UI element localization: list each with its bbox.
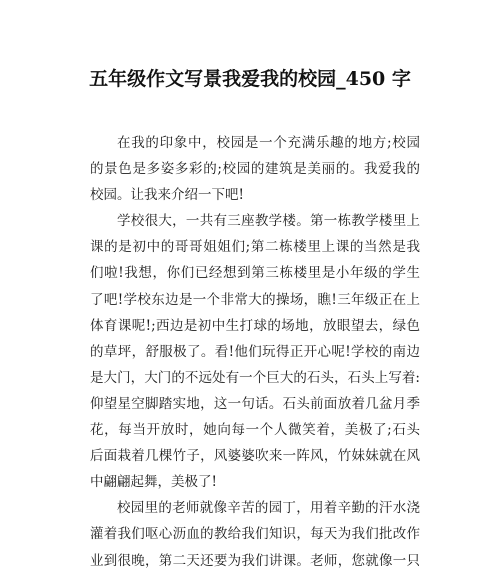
paragraph-line: 中翩翩起舞，美极了! bbox=[90, 474, 217, 491]
paragraph-line: 校园里的老师就像辛苦的园丁，用着辛勤的汗水浇 bbox=[117, 500, 420, 517]
paragraph-line: 仰望星空脚踏实地，这一句话。石头前面放着几盆月季 bbox=[90, 395, 420, 412]
paragraph-line: 的草坪，舒服极了。看!他们玩得正开心呢!学校的南边 bbox=[90, 343, 420, 360]
document-body bbox=[90, 130, 420, 574]
paragraph-line: 在我的印象中，校园是一个充满乐趣的地方;校园 bbox=[117, 135, 420, 151]
paragraph-line: 了吧!学校东边是一个非常大的操场，瞧!三年级正在上 bbox=[90, 291, 420, 308]
paragraph-line: 课的是初中的哥哥姐姐们;第二栋楼里上课的当然是我 bbox=[90, 239, 420, 256]
paragraph-line: 业到很晚，第二天还要为我们讲课。老师，您就像一只 bbox=[90, 552, 420, 569]
document-title: 五年级作文写景我爱我的校园_450 字 bbox=[89, 68, 411, 90]
paragraph-line: 校园。让我来介绍一下吧! bbox=[90, 187, 244, 204]
paragraph-line: 的景色是多姿多彩的;校园的建筑是美丽的。我爱我的 bbox=[90, 161, 420, 178]
paragraph-line: 们啦!我想，你们已经想到第三栋楼里是小年级的学生 bbox=[90, 265, 420, 282]
paragraph-line: 学校很大，一共有三座教学楼。第一栋教学楼里上 bbox=[117, 213, 420, 230]
paragraph-line: 体育课呢!;西边是初中生打球的场地，放眼望去，绿色 bbox=[90, 317, 420, 334]
paragraph-line: 后面栽着几棵竹子，风婆婆吹来一阵风，竹妹妹就在风 bbox=[90, 448, 420, 465]
paragraph-line: 花，每当开放时，她向每一个人微笑着，美极了;石头 bbox=[90, 422, 420, 439]
paragraph-line: 是大门，大门的不远处有一个巨大的石头，石头上写着: bbox=[90, 369, 420, 386]
paragraph-line: 灌着我们呕心沥血的教给我们知识，每天为我们批改作 bbox=[90, 526, 420, 543]
